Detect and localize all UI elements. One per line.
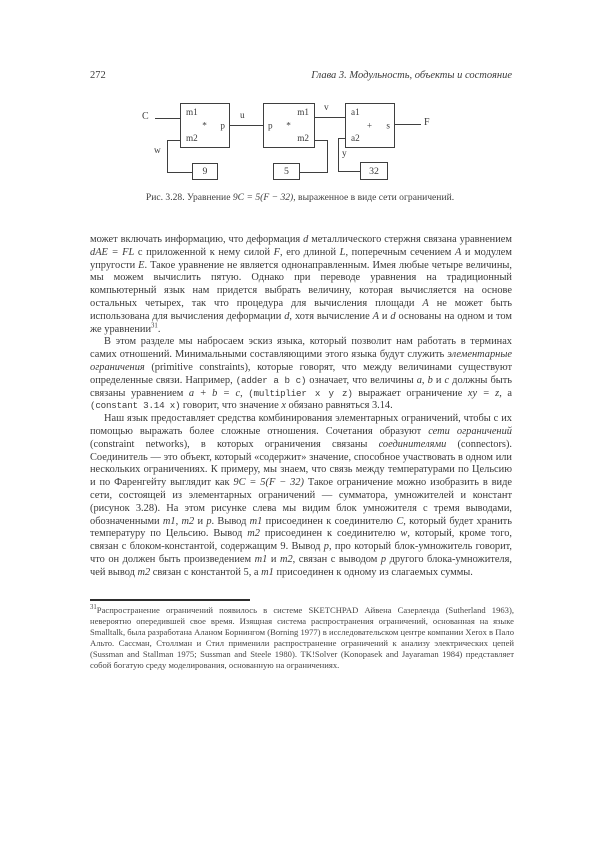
mult2-port-m1: m1 xyxy=(297,107,309,117)
mult1-port-m2: m2 xyxy=(186,133,198,143)
adder-port-s: s xyxy=(386,120,390,130)
paragraph-3: Наш язык предоставляет средства комбинирования элементарных ограничений, чтобы с их помощью выражать более сложные отношения. Сочетания образуют сети ограничений (constraint networks), в которых ограничения связаны соединителями (connectors). Соединитель — это объект, который «содержит» значение, способное участвовать в одном или нескольких ограничениях. К примеру, мы знаем, что связь между температурами по Цельсию и по Фаренгейту выглядит как 9C = 5(F − 32) Такое ограничение можно изобразить в виде сети, состоящей из элементарных ограничений — сумматора, умножителей и констант (рисунок 3.28). На этом рисунке слева мы видим блок умножителя с тремя выводами, обозначенными m1, m2 и p. Вывод m1 присоединен к соединителю C, который будет хранить температуру по Цельсию. Вывод m2 присоединен к соединителю w, который, кроме того, связан с блоком-константой, содержащим 9. Вывод p, про который блок-умножитель говорит, что он должен быть произведением m1 и m2, связан с выводом p другого блока-умножителя, чей вывод m2 связан с константой 5, а m1 присоединен к одному из слагаемых суммы. xyxy=(90,413,513,578)
footnote-text: $^{31}$Распространение ограничений появилось в системе SKETCHPAD Айвена Сазерленда (Sutherland 1963), невероятно опередившей свое время. Изящная система распространения ограничений, основанная на языке Smalltalk, была разработана Аланом Борнингом (Borning 1977) в исследовательском центре компании Xerox в Пало Альто. Сассман, Столлман и Стил применили распространение ограничений к анализу электрических цепей (Sussman and Stallman 1975; Sussman and Steele 1980). TK!Solver (Konopasek and Jayaraman 1984) представляет собой богатую среду моделирования, основанную на ограничениях. xyxy=(90,604,514,670)
adder-port-a2: a2 xyxy=(351,133,360,143)
wire-m2-vertical xyxy=(327,140,328,173)
wire-c xyxy=(155,118,180,119)
wire-f xyxy=(395,124,421,125)
wire-u xyxy=(230,125,263,126)
constant-32-value: 32 xyxy=(369,165,379,177)
mult1-port-p: p xyxy=(220,120,225,130)
running-head: Глава 3. Модульность, объекты и состояние xyxy=(311,70,512,81)
mult2-port-m2: m2 xyxy=(297,133,309,143)
wire-y-label: y xyxy=(342,149,347,159)
multiplier-1-box xyxy=(180,103,230,148)
figure-caption: Рис. 3.28. Уравнение 9C = 5(F − 32), выраженное в виде сети ограничений. xyxy=(145,192,455,203)
mult2-port-p: p xyxy=(268,120,273,130)
multiplier-2-box xyxy=(263,103,315,148)
adder-box xyxy=(345,103,395,148)
figure-3-28-diagram xyxy=(0,0,600,190)
wire-y-horizontal xyxy=(338,138,346,139)
footnote-rule xyxy=(90,599,250,601)
wire-w-vertical xyxy=(167,140,168,173)
adder-operator: + xyxy=(366,120,373,130)
paragraph-1: может включать информацию, что деформация d металлического стержня связана уравнением dAE = FL с приложенной к нему силой F, его длиной L, поперечным сечением A и модулем упругости E. Такое уравнение не является однонаправленным. Имея любые четыре величины, мы можем вычислить пятую. Однако при переводе уравнения на традиционный компьютерный язык нам придется выбрать величину, которая вычисляется на основе остальных четырех, так что процедура для вычисления площади A не может быть использована для вычисления деформации d, хотя вычисление A и d основаны на одном и том же уравнении$^{31}$. xyxy=(90,234,512,335)
page-number: 272 xyxy=(90,70,106,81)
wire-m2-to-5 xyxy=(300,172,328,173)
wire-v-label: v xyxy=(324,103,329,113)
constant-5-value: 5 xyxy=(284,166,289,177)
paragraph-2: В этом разделе мы набросаем эскиз языка, который позволит нам работать в терминах самих отношений. Минимальными составляющими этого языка будут служить элементарные ограничения (primitive constraints), которые говорят, что между величинами существуют определенные связи. Например, (adder a b c) означает, что величины a, b и c должны быть связаны уравнением a + b = c, (multiplier x y z) выражает ограничение xy = z, а (constant 3.14 x) говорит, что значение x обязано равняться 3.14. xyxy=(90,336,513,412)
body-text xyxy=(90,234,512,580)
mult2-operator: * xyxy=(286,120,291,130)
constant-9-value: 9 xyxy=(202,166,208,177)
connector-c-label: C xyxy=(142,111,149,122)
wire-y-vertical xyxy=(338,138,339,172)
footnote-31 xyxy=(90,605,514,670)
mult1-operator: * xyxy=(202,120,207,130)
wire-u-label: u xyxy=(240,111,245,121)
constant-9-box xyxy=(192,163,218,180)
constant-5-box xyxy=(273,163,300,180)
wire-w-to-9 xyxy=(167,172,192,173)
wire-v xyxy=(315,117,345,118)
constant-32-box xyxy=(360,162,388,180)
wire-w-label: w xyxy=(154,146,161,156)
wire-y-to-32 xyxy=(338,171,361,172)
connector-f-label: F xyxy=(424,117,430,128)
adder-port-a1: a1 xyxy=(351,107,360,117)
mult1-port-m1: m1 xyxy=(186,107,198,117)
wire-w-horizontal xyxy=(167,140,180,141)
